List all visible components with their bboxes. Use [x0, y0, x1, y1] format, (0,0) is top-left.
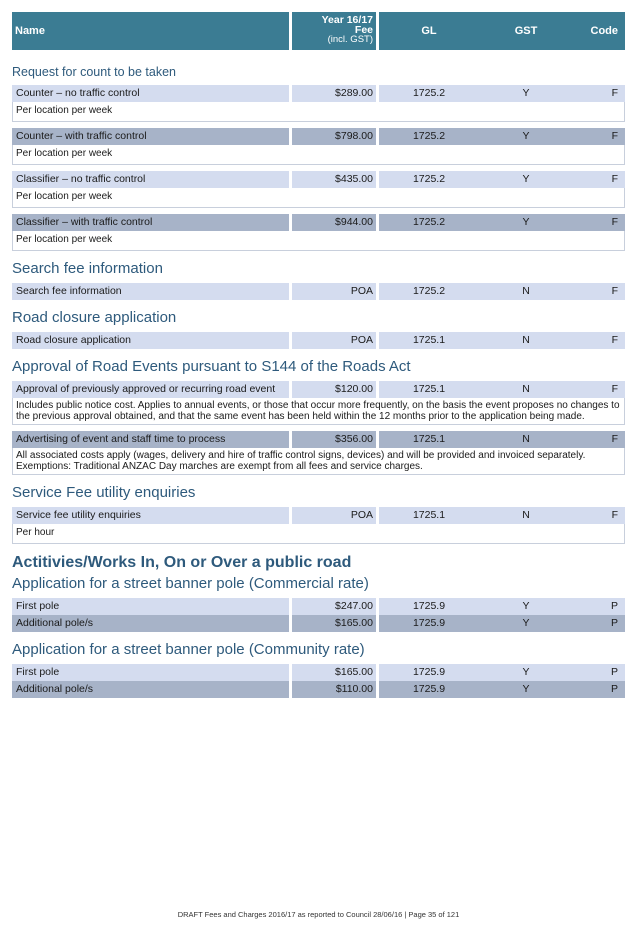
row-gl: 1725.9	[412, 683, 446, 695]
row-name: Search fee information	[12, 283, 289, 300]
row-code: P	[610, 666, 618, 678]
table-row	[12, 214, 625, 231]
row-name: Advertising of event and staff time to process	[12, 431, 289, 448]
row-code: P	[610, 617, 618, 629]
table-row	[12, 507, 625, 524]
fee-item	[12, 507, 625, 544]
row-gst: N	[522, 383, 530, 395]
utility-title: Service Fee utility enquiries	[12, 484, 196, 501]
row-fee: $110.00	[292, 681, 376, 698]
row-name: Counter – with traffic control	[12, 128, 289, 145]
table-row	[12, 615, 625, 632]
row-name: Classifier – with traffic control	[12, 214, 289, 231]
search-title: Search fee information	[12, 260, 163, 277]
fees-page	[12, 12, 625, 698]
row-note: Per location per week	[12, 145, 625, 165]
table-row	[12, 681, 625, 698]
row-note: Per location per week	[12, 102, 625, 122]
header-fee	[292, 12, 376, 50]
events-title: Approval of Road Events pursuant to S144 of the Roads Act	[12, 358, 411, 375]
header-code: Code	[590, 25, 618, 37]
page-footer: DRAFT Fees and Charges 2016/17 as reported to Council 28/06/16 | Page 35 of 121	[177, 910, 460, 919]
fee-item	[12, 431, 625, 475]
table-row	[12, 431, 625, 448]
table-header	[12, 12, 625, 50]
row-gl: 1725.1	[412, 433, 446, 445]
table-row	[12, 283, 625, 300]
closure-title: Road closure application	[12, 309, 177, 326]
row-gl: 1725.2	[412, 173, 446, 185]
row-code: F	[611, 334, 618, 346]
header-gst: GST	[514, 25, 538, 37]
row-gst: Y	[522, 130, 530, 142]
row-name: Classifier – no traffic control	[12, 171, 289, 188]
row-gst: Y	[522, 87, 530, 99]
table-row	[12, 171, 625, 188]
row-note: Per location per week	[12, 188, 625, 208]
row-gst: Y	[522, 600, 530, 612]
row-code: F	[611, 87, 618, 99]
row-name: First pole	[12, 664, 289, 681]
row-code: P	[610, 600, 618, 612]
row-code: F	[611, 433, 618, 445]
fee-item	[12, 85, 625, 122]
row-name: Additional pole/s	[12, 615, 289, 632]
row-gst: Y	[522, 173, 530, 185]
row-code: F	[611, 173, 618, 185]
row-gst: N	[522, 433, 530, 445]
row-fee: $165.00	[292, 664, 376, 681]
table-row	[12, 381, 625, 398]
fee-item	[12, 381, 625, 425]
header-codes	[379, 12, 625, 50]
works-title: Actitivies/Works In, On or Over a public road	[12, 554, 352, 571]
row-fee: $435.00	[292, 171, 376, 188]
row-code: F	[611, 130, 618, 142]
row-fee: $165.00	[292, 615, 376, 632]
table-row	[12, 664, 625, 681]
row-gl: 1725.2	[412, 87, 446, 99]
header-fee-gst: (incl. GST)	[327, 34, 373, 45]
row-gst: N	[522, 334, 530, 346]
row-code: F	[611, 285, 618, 297]
row-note: Per location per week	[12, 231, 625, 251]
row-name: Approval of previously approved or recurring road event	[12, 381, 289, 398]
row-gst: Y	[522, 216, 530, 228]
table-row	[12, 598, 625, 615]
row-gst: N	[522, 509, 530, 521]
row-gl: 1725.9	[412, 600, 446, 612]
row-name: Counter – no traffic control	[12, 85, 289, 102]
row-fee: $289.00	[292, 85, 376, 102]
row-name: Road closure application	[12, 332, 289, 349]
commercial-title: Application for a street banner pole (Commercial rate)	[12, 575, 369, 592]
fee-item	[12, 214, 625, 251]
table-row	[12, 85, 625, 102]
row-gl: 1725.1	[412, 334, 446, 346]
community-title: Application for a street banner pole (Community rate)	[12, 641, 365, 658]
row-gst: Y	[522, 617, 530, 629]
row-fee: $944.00	[292, 214, 376, 231]
row-fee: $356.00	[292, 431, 376, 448]
fee-item	[12, 171, 625, 208]
row-gl: 1725.2	[412, 130, 446, 142]
header-gl: GL	[421, 25, 437, 37]
row-fee: $798.00	[292, 128, 376, 145]
request-title: Request for count to be taken	[12, 65, 176, 79]
row-gl: 1725.1	[412, 509, 446, 521]
row-gl: 1725.2	[412, 216, 446, 228]
row-gl: 1725.9	[412, 617, 446, 629]
header-name: Name	[12, 12, 289, 50]
row-gst: Y	[522, 666, 530, 678]
table-row	[12, 128, 625, 145]
row-gl: 1725.2	[412, 285, 446, 297]
row-note: Includes public notice cost. Applies to annual events, or those that occur more frequently, on the basis the event proposes no changes to the previous approval obtained, and that the same event has been held within the 12 months prior to the application being made.	[12, 398, 625, 425]
row-gl: 1725.9	[412, 666, 446, 678]
row-fee: POA	[292, 507, 376, 524]
row-fee: $120.00	[292, 381, 376, 398]
header-fee-label: Fee	[354, 24, 373, 36]
row-gst: N	[522, 285, 530, 297]
header-fee-year: Year 16/17	[321, 14, 373, 26]
row-gl: 1725.1	[412, 383, 446, 395]
row-fee: POA	[292, 283, 376, 300]
row-code: F	[611, 383, 618, 395]
row-name: Additional pole/s	[12, 681, 289, 698]
table-row	[12, 332, 625, 349]
row-code: F	[611, 509, 618, 521]
row-note: All associated costs apply (wages, delivery and hire of traffic control signs, devices) and will be provided and invoiced separately. Exemptions: Traditional ANZAC Day marches are exempt from all fees and service charges.	[12, 448, 625, 475]
fee-item	[12, 128, 625, 165]
row-code: P	[610, 683, 618, 695]
row-gst: Y	[522, 683, 530, 695]
row-fee: $247.00	[292, 598, 376, 615]
row-name: Service fee utility enquiries	[12, 507, 289, 524]
row-note: Per hour	[12, 524, 625, 544]
row-code: F	[611, 216, 618, 228]
row-fee: POA	[292, 332, 376, 349]
row-name: First pole	[12, 598, 289, 615]
